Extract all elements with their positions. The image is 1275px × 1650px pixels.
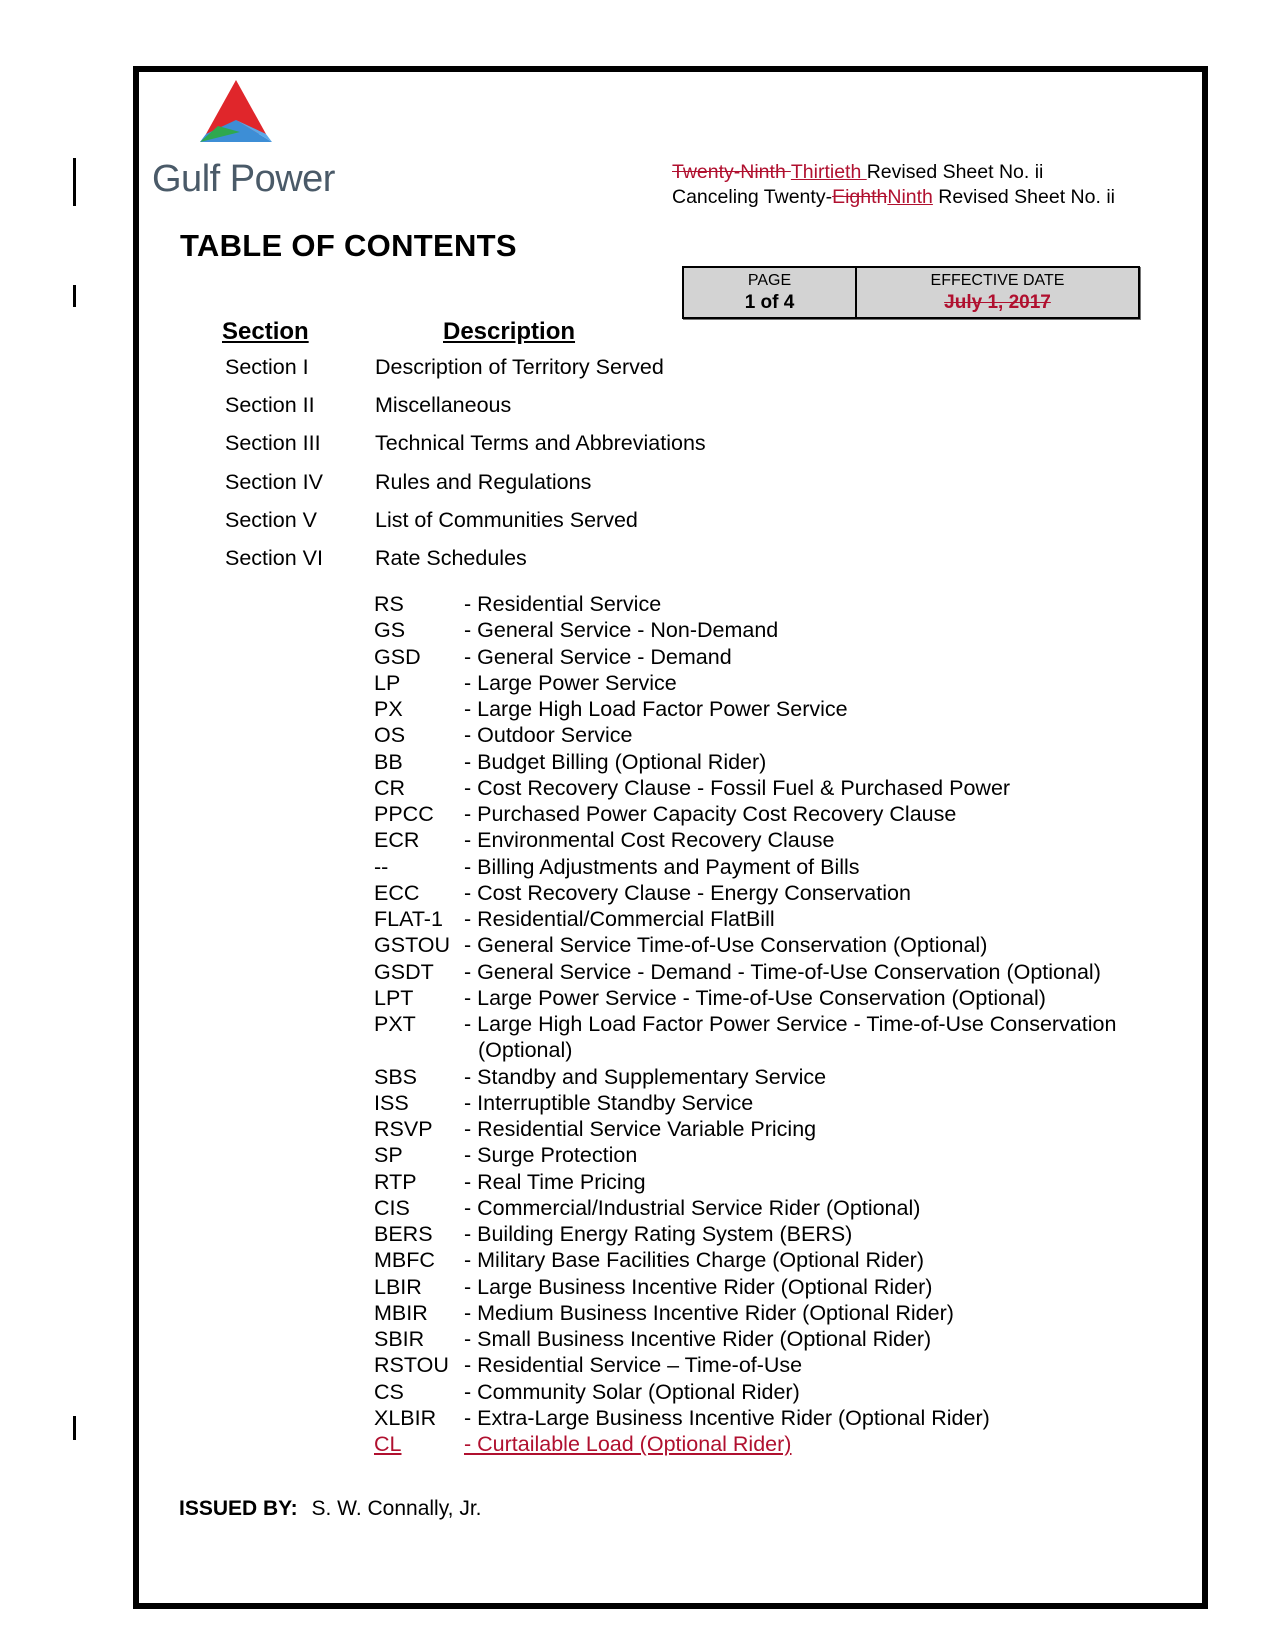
deleted-text: Eighth	[832, 186, 888, 208]
rate-schedule-row	[374, 1405, 1174, 1431]
rate-description: - Billing Adjustments and Payment of Bills	[464, 854, 860, 879]
rate-code: GSTOU	[374, 933, 451, 958]
section-name: Section II	[225, 393, 315, 418]
rate-code: GSD	[374, 644, 421, 669]
rate-code: SBS	[374, 1064, 418, 1089]
rate-schedule-row	[374, 1326, 1174, 1352]
rate-schedule-row	[374, 801, 1174, 827]
rate-schedule-row	[374, 880, 1174, 906]
page-info-box	[682, 266, 1140, 319]
rate-description: - Community Solar (Optional Rider)	[464, 1379, 800, 1404]
rate-schedule-row	[374, 749, 1174, 775]
rate-code: PPCC	[374, 802, 434, 826]
rate-code: LPT	[374, 985, 414, 1010]
rate-code: CL	[374, 1432, 402, 1456]
rate-description: - Standby and Supplementary Service	[464, 1064, 827, 1089]
description-header: Description	[443, 318, 576, 345]
rate-code: ECC	[374, 880, 420, 905]
rate-description: - Large Power Service	[464, 670, 677, 695]
rate-schedule-row	[374, 1011, 1174, 1064]
section-name: Section III	[225, 431, 321, 456]
rate-code: PX	[374, 697, 403, 721]
deleted-text: Twenty-Ninth	[672, 161, 791, 183]
rate-schedule-row	[374, 775, 1174, 801]
rate-code: LP	[374, 670, 401, 695]
sheet-revision-info	[672, 160, 1142, 210]
section-header: Section	[222, 318, 309, 345]
rate-schedule-row	[374, 591, 1174, 617]
rate-code: CIS	[374, 1195, 410, 1220]
rate-schedule-row	[374, 1195, 1174, 1221]
rate-schedule-row	[374, 1274, 1174, 1300]
rate-description: - Commercial/Industrial Service Rider (Optional)	[464, 1195, 921, 1220]
rate-description: - Real Time Pricing	[464, 1169, 646, 1194]
page-value: 1 of 4	[744, 292, 795, 313]
rate-description: - Building Energy Rating System (BERS)	[464, 1222, 853, 1246]
page-cell	[684, 268, 857, 317]
rate-description: - Residential Service Variable Pricing	[464, 1117, 817, 1141]
rate-code: RSVP	[374, 1117, 433, 1141]
effective-date-label: EFFECTIVE DATE	[930, 272, 1065, 289]
rate-schedules-list	[374, 591, 1174, 1457]
rate-description: - General Service - Non-Demand	[464, 618, 779, 643]
rate-schedule-row	[374, 959, 1174, 985]
change-bar	[73, 158, 76, 206]
rate-description: - Large Power Service - Time-of-Use Conservation (Optional)	[464, 985, 1046, 1010]
issued-by-name: S. W. Connally, Jr.	[311, 1497, 482, 1520]
inserted-text: Thirtieth	[790, 161, 867, 183]
canceling-line-text: Revised Sheet No. ii	[932, 186, 1115, 208]
revision-line	[672, 160, 1142, 185]
rate-description: - Surge Protection	[464, 1143, 638, 1168]
section-description: Rules and Regulations	[375, 469, 592, 494]
section-description: List of Communities Served	[375, 507, 638, 532]
rate-description: - Large Business Incentive Rider (Optional Rider)	[464, 1274, 933, 1299]
section-description: Description of Territory Served	[375, 355, 664, 379]
rate-schedule-row	[374, 1379, 1174, 1405]
rate-schedule-row	[374, 985, 1174, 1011]
rate-description: - Environmental Cost Recovery Clause	[464, 828, 835, 853]
issued-by	[179, 1497, 481, 1521]
rate-schedule-row	[374, 1090, 1174, 1116]
canceling-line	[672, 185, 1142, 210]
page-label: PAGE	[747, 272, 792, 289]
rate-description: - Medium Business Incentive Rider (Optional Rider)	[464, 1300, 954, 1325]
rate-schedule-row	[374, 1221, 1174, 1247]
rate-description: - General Service - Demand	[464, 644, 732, 669]
rate-code: OS	[374, 723, 406, 748]
company-logo	[152, 80, 342, 200]
inserted-text: Ninth	[887, 186, 933, 208]
rate-schedule-row	[374, 1116, 1174, 1142]
rate-code: CS	[374, 1379, 404, 1404]
rate-schedule-row	[374, 670, 1174, 696]
revision-line-text: Revised Sheet No. ii	[866, 161, 1044, 183]
rate-description: - Large High Load Factor Power Service - Time-of-Use Conservation (Optional)	[464, 1012, 1117, 1062]
section-name: Section V	[225, 507, 318, 532]
effective-date-cell	[857, 268, 1138, 317]
rate-description: - Purchased Power Capacity Cost Recovery Clause	[464, 802, 957, 826]
rate-code: BB	[374, 749, 403, 774]
rate-schedule-row	[374, 722, 1174, 748]
brand-name: Gulf Power	[152, 158, 335, 200]
rate-schedule-row	[374, 1352, 1174, 1378]
section-name: Section VI	[225, 546, 323, 570]
rate-description: - Cost Recovery Clause - Fossil Fuel & Purchased Power	[464, 775, 1011, 800]
rate-code: XLBIR	[374, 1405, 437, 1430]
rate-schedule-row	[374, 906, 1174, 932]
section-description: Miscellaneous	[375, 393, 512, 418]
rate-code: CR	[374, 775, 406, 800]
page-title: TABLE OF CONTENTS	[180, 228, 517, 263]
rate-description: - Outdoor Service	[464, 723, 633, 748]
rate-schedule-row	[374, 696, 1174, 722]
rate-code: LBIR	[374, 1274, 422, 1299]
rate-description: - Residential/Commercial FlatBill	[464, 907, 775, 931]
rate-description: - Large High Load Factor Power Service	[464, 697, 848, 721]
rate-description: - General Service - Demand - Time-of-Use Conservation (Optional)	[464, 959, 1101, 984]
rate-schedule-row	[374, 1247, 1174, 1273]
section-description: Technical Terms and Abbreviations	[375, 431, 706, 456]
rate-schedule-row	[374, 617, 1174, 643]
rate-schedule-row	[374, 827, 1174, 853]
rate-code: FLAT-1	[374, 907, 443, 931]
section-row	[225, 508, 638, 533]
rate-schedule-row	[374, 1300, 1174, 1326]
rate-code: ISS	[374, 1090, 409, 1115]
rate-code: GS	[374, 618, 406, 643]
rate-description: - Budget Billing (Optional Rider)	[464, 749, 767, 774]
change-bar	[73, 1416, 76, 1440]
rate-code: ECR	[374, 828, 420, 853]
section-row	[225, 470, 591, 495]
rate-description: - Extra-Large Business Incentive Rider (Optional Rider)	[464, 1405, 990, 1430]
rate-code: GSDT	[374, 959, 434, 984]
rate-code: PXT	[374, 1012, 416, 1036]
rate-schedule-row	[374, 854, 1174, 880]
rate-code: BERS	[374, 1222, 433, 1246]
section-description: Rate Schedules	[375, 546, 527, 570]
section-row	[225, 546, 527, 571]
rate-code: SP	[374, 1143, 403, 1168]
rate-description: - Military Base Facilities Charge (Optional Rider)	[464, 1248, 925, 1273]
rate-description: - Small Business Incentive Rider (Optional Rider)	[464, 1327, 932, 1351]
rate-schedule-row	[374, 932, 1174, 958]
change-bar	[73, 285, 76, 307]
rate-description: - General Service Time-of-Use Conservation (Optional)	[464, 933, 988, 958]
rate-code: RS	[374, 592, 404, 616]
rate-description: - Curtailable Load (Optional Rider)	[464, 1432, 792, 1456]
rate-description: - Interruptible Standby Service	[464, 1090, 754, 1115]
rate-code: MBFC	[374, 1248, 435, 1273]
rate-schedule-row	[374, 1142, 1174, 1168]
rate-description: - Residential Service – Time-of-Use	[464, 1353, 803, 1378]
rate-code: RSTOU	[374, 1353, 449, 1378]
rate-schedule-row	[374, 1064, 1174, 1090]
rate-code: RTP	[374, 1169, 417, 1194]
rate-schedule-row	[374, 1431, 1174, 1457]
rate-schedule-row	[374, 644, 1174, 670]
issued-by-label: ISSUED BY:	[179, 1497, 298, 1520]
section-name: Section IV	[225, 469, 323, 494]
effective-date-deleted: July 1, 2017	[944, 292, 1051, 313]
section-name: Section I	[225, 355, 309, 379]
rate-code: SBIR	[374, 1327, 425, 1351]
logo-triangle-icon	[200, 80, 272, 146]
rate-description: - Residential Service	[464, 592, 662, 616]
section-row	[225, 355, 664, 380]
rate-description: - Cost Recovery Clause - Energy Conservation	[464, 880, 911, 905]
rate-schedule-row	[374, 1169, 1174, 1195]
rate-code: MBIR	[374, 1300, 428, 1325]
section-row	[225, 431, 706, 456]
canceling-prefix: Canceling Twenty-	[672, 186, 833, 208]
section-row	[225, 393, 511, 418]
rate-code: --	[374, 854, 389, 879]
